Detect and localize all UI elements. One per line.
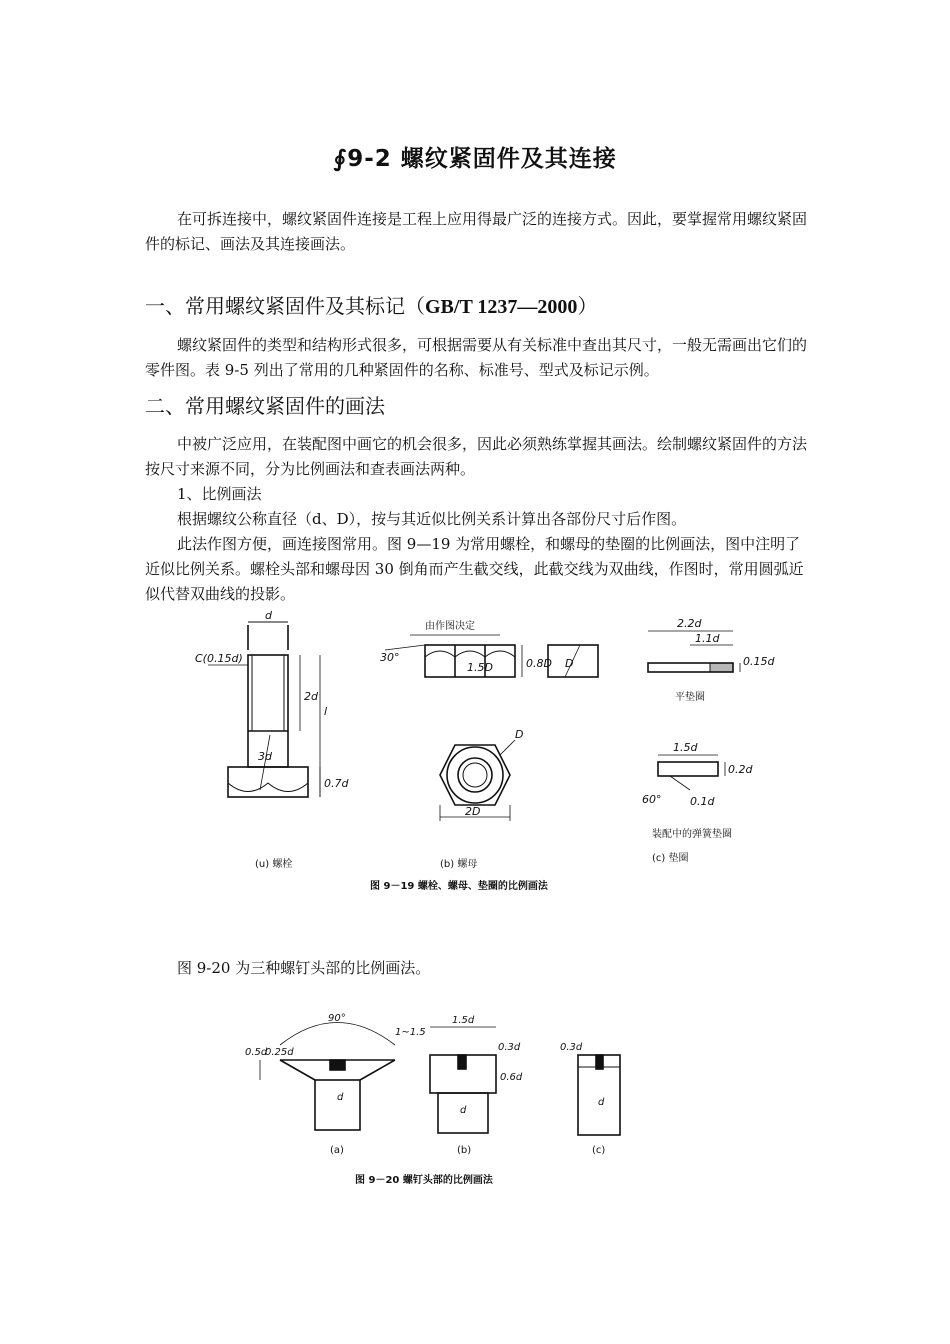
washer-w2-label: 1.5d xyxy=(673,741,698,754)
section1-heading-code: GB/T 1237—2000 xyxy=(425,296,578,318)
washer-t2-label: 0.2d xyxy=(728,763,753,776)
screw-a-h1-label: 0.5d xyxy=(245,1047,268,1058)
bolt-labels xyxy=(195,609,349,790)
figure-9-19 xyxy=(170,605,790,905)
fig19-sub-c: (c) 垫圈 xyxy=(652,853,689,864)
screw-a-slot-label: 1~1.5 xyxy=(395,1027,426,1038)
nut-labels xyxy=(380,619,573,818)
fig20-intro: 图 9-20 为三种螺钉头部的比例画法。 xyxy=(177,959,431,977)
screw-c-d-label: d xyxy=(598,1097,605,1108)
screw-b-s-label: 0.3d xyxy=(498,1042,521,1053)
figure-9-20 xyxy=(220,1005,650,1190)
nut-r-label: 1.5D xyxy=(467,661,493,674)
section2-subheading: 1、比例画法 xyxy=(177,485,262,503)
bolt-head-label: 0.7d xyxy=(324,777,349,790)
bolt-r-label: 3d xyxy=(258,750,272,763)
screw-a-angle-label: 90° xyxy=(328,1013,346,1024)
nut-dia-label: D xyxy=(515,728,524,741)
fig20-sub-a: (a) xyxy=(330,1145,344,1156)
screw-a-h2-label: 0.25d xyxy=(265,1047,294,1058)
washer-outer-label: 2.2d xyxy=(677,617,702,630)
nut-h-label: 0.8D xyxy=(526,657,552,670)
fig19-sub-a: (u) 螺栓 xyxy=(255,859,293,870)
bolt-chamfer-label: C(0.15d) xyxy=(195,652,243,665)
washer-labels xyxy=(642,617,775,840)
washer-drawing xyxy=(648,631,740,790)
intro-paragraph: 在可拆连接中，螺纹紧固件连接是工程上应用得最广泛的连接方式。因此，要掌握常用螺纹紧固件的标记、画法及其连接画法。 xyxy=(145,210,808,253)
bolt-d-label: d xyxy=(265,609,272,622)
screw-b-d-label: d xyxy=(460,1105,467,1116)
screw-c-s-label: 0.3d xyxy=(560,1042,583,1053)
section2-paragraph-1: 中被广泛应用，在装配图中画它的机会很多，因此必须熟练掌握其画法。绘制螺纹紧固件的方法按尺寸来源不同，分为比例画法和查表画法两种。 xyxy=(145,435,808,478)
screw-b-h3-label: 0.6d xyxy=(500,1072,523,1083)
section2-paragraph-2: 根据螺纹公称直径（d、D），按与其近似比例关系计算出各部份尺寸后作图。 xyxy=(177,510,687,528)
washer-s-label: 0.1d xyxy=(690,795,715,808)
fig19-sub-b: (b) 螺母 xyxy=(440,859,478,870)
washer-name2-label: 装配中的弹簧垫圈 xyxy=(652,829,732,840)
washer-inner-label: 1.1d xyxy=(695,632,720,645)
fig20-caption: 图 9－20 螺钉头部的比例画法 xyxy=(355,1175,493,1186)
section2-paragraph-3: 此法作图方便，画连接图常用。图 9—19 为常用螺栓，和螺母的垫圈的比例画法，图中注明了近似比例关系。螺栓头部和螺母因 30 倒角而产生截交线，此截交线为双曲线，作图时，常用圆弧近似代替双曲线的投影。 xyxy=(145,535,804,603)
nut-angle-label: 30° xyxy=(380,651,400,664)
screw-b-w-label: 1.5d xyxy=(452,1015,475,1026)
fig19-caption: 图 9－19 螺栓、螺母、垫圈的比例画法 xyxy=(370,881,548,892)
screw-head-a xyxy=(260,1023,395,1131)
page-title: ∮9-2 螺纹紧固件及其连接 xyxy=(333,146,617,172)
screw-a-labels xyxy=(245,1013,426,1103)
fig20-sub-b: (b) xyxy=(457,1145,472,1156)
washer-angle-label: 60° xyxy=(642,793,662,806)
bolt-thread-label: 2d xyxy=(304,690,318,703)
nut-note-label: 由作图决定 xyxy=(425,621,475,632)
washer-name-label: 平垫圈 xyxy=(675,692,705,703)
section1-heading xyxy=(145,290,597,319)
screw-head-c xyxy=(578,1055,620,1135)
section1-body: 螺纹紧固件的类型和结构形式很多，可根据需要从有关标准中查出其尺寸，一般无需画出它们的零件图。表 9-5 列出了常用的几种紧固件的名称、标准号、型式及标记示例。 xyxy=(145,336,808,379)
nut-width-label: 2D xyxy=(465,805,481,818)
screw-a-d-label: d xyxy=(337,1092,344,1103)
fig20-sub-c: (c) xyxy=(592,1145,606,1156)
nut-side-label: D xyxy=(565,657,574,670)
section2-heading: 二、常用螺纹紧固件的画法 xyxy=(145,394,385,418)
screw-c-labels xyxy=(560,1042,605,1108)
screw-head-b xyxy=(430,1027,496,1133)
section1-heading-prefix: 一、常用螺纹紧固件及其标记（ xyxy=(145,294,425,318)
washer-t-label: 0.15d xyxy=(743,655,775,668)
bolt-length-label: l xyxy=(324,705,328,718)
bolt-drawing xyxy=(208,622,320,797)
section1-heading-suffix: ） xyxy=(577,294,598,318)
